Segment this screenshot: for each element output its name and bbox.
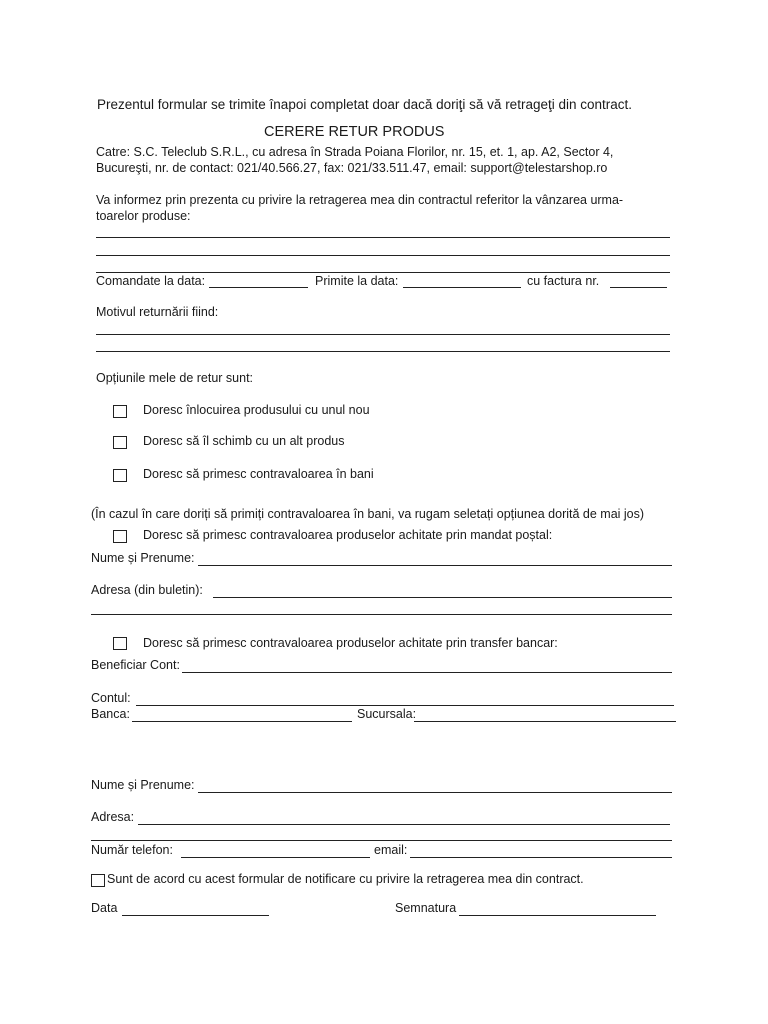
products-blank-line-1[interactable] (96, 237, 670, 238)
option-exchange-label: Doresc să îl schimb cu un alt produs (143, 434, 345, 448)
ordered-date-label: Comandate la data: (96, 274, 206, 288)
beneficiary-label: Beneficiar Cont: (91, 658, 180, 672)
applicant-name-field[interactable] (198, 792, 672, 793)
bank-refund-label: Doresc să primesc contravaloarea produselor achitate prin transfer bancar: (143, 636, 558, 650)
received-date-label: Primite la data: (315, 274, 399, 288)
applicant-name-label: Nume și Prenume: (91, 778, 195, 792)
postal-name-field[interactable] (198, 565, 672, 566)
postal-name-label: Nume și Prenume: (91, 551, 195, 565)
option-refund-label: Doresc să primesc contravaloarea în bani (143, 467, 374, 481)
intro-line-2: toarelor produse: (96, 209, 191, 223)
bank-field[interactable] (132, 721, 352, 722)
postal-address-field-line-2[interactable] (91, 614, 672, 615)
postal-refund-label: Doresc să primesc contravaloarea produselor achitate prin mandat poștal: (143, 528, 553, 542)
option-replace-checkbox[interactable] (113, 405, 127, 418)
intro-line-1: Va informez prin prezenta cu privire la retragerea mea din contractul referitor la vânzarea urma- (96, 193, 624, 207)
branch-field[interactable] (414, 721, 676, 722)
reason-blank-line-1[interactable] (96, 334, 670, 335)
postal-address-field[interactable] (213, 597, 672, 598)
option-replace-label: Doresc înlocuirea produsului cu unul nou (143, 403, 370, 417)
reason-blank-line-2[interactable] (96, 351, 670, 352)
applicant-address-label: Adresa: (91, 810, 135, 824)
form-instruction: Prezentul formular se trimite înapoi completat doar dacă doriţi să vă retrageţi din contract. (97, 97, 633, 112)
reason-label: Motivul returnării fiind: (96, 305, 219, 319)
invoice-number-field[interactable] (610, 287, 667, 288)
bank-label: Banca: (91, 707, 130, 721)
ordered-date-field[interactable] (209, 287, 308, 288)
signature-label: Semnatura (395, 901, 457, 915)
applicant-phone-field[interactable] (181, 857, 370, 858)
consent-checkbox[interactable] (91, 874, 105, 887)
products-blank-line-2[interactable] (96, 255, 670, 256)
applicant-email-field[interactable] (410, 857, 672, 858)
postal-refund-checkbox[interactable] (113, 530, 127, 543)
applicant-phone-label: Număr telefon: (91, 843, 173, 857)
invoice-number-label: cu factura nr. (527, 274, 600, 288)
applicant-address-field-line-2[interactable] (91, 840, 672, 841)
postal-address-label: Adresa (din buletin): (91, 583, 203, 597)
bank-refund-checkbox[interactable] (113, 637, 127, 650)
option-refund-checkbox[interactable] (113, 469, 127, 482)
applicant-address-field[interactable] (138, 824, 670, 825)
beneficiary-field[interactable] (182, 672, 672, 673)
consent-label: Sunt de acord cu acest formular de notificare cu privire la retragerea mea din contract. (107, 872, 584, 886)
date-label: Data (91, 901, 118, 915)
option-exchange-checkbox[interactable] (113, 436, 127, 449)
recipient-line-2: Bucureşti, nr. de contact: 021/40.566.27, fax: 021/33.511.47, email: support@telestarshop.ro (96, 161, 608, 175)
applicant-email-label: email: (374, 843, 408, 857)
form-title: CERERE RETUR PRODUS (264, 124, 445, 140)
received-date-field[interactable] (403, 287, 521, 288)
options-label: Opțiunile mele de retur sunt: (96, 371, 254, 385)
account-label: Contul: (91, 691, 131, 705)
date-field[interactable] (122, 915, 269, 916)
refund-note: (În cazul în care doriți să primiți contravaloarea în bani, va rugam seletați opțiunea dorită de mai jos) (91, 507, 645, 521)
branch-label: Sucursala: (357, 707, 417, 721)
recipient-line-1: Catre: S.C. Teleclub S.R.L., cu adresa în Strada Poiana Florilor, nr. 15, et. 1, ap. A2, Sector 4, (96, 145, 614, 159)
signature-field[interactable] (459, 915, 656, 916)
